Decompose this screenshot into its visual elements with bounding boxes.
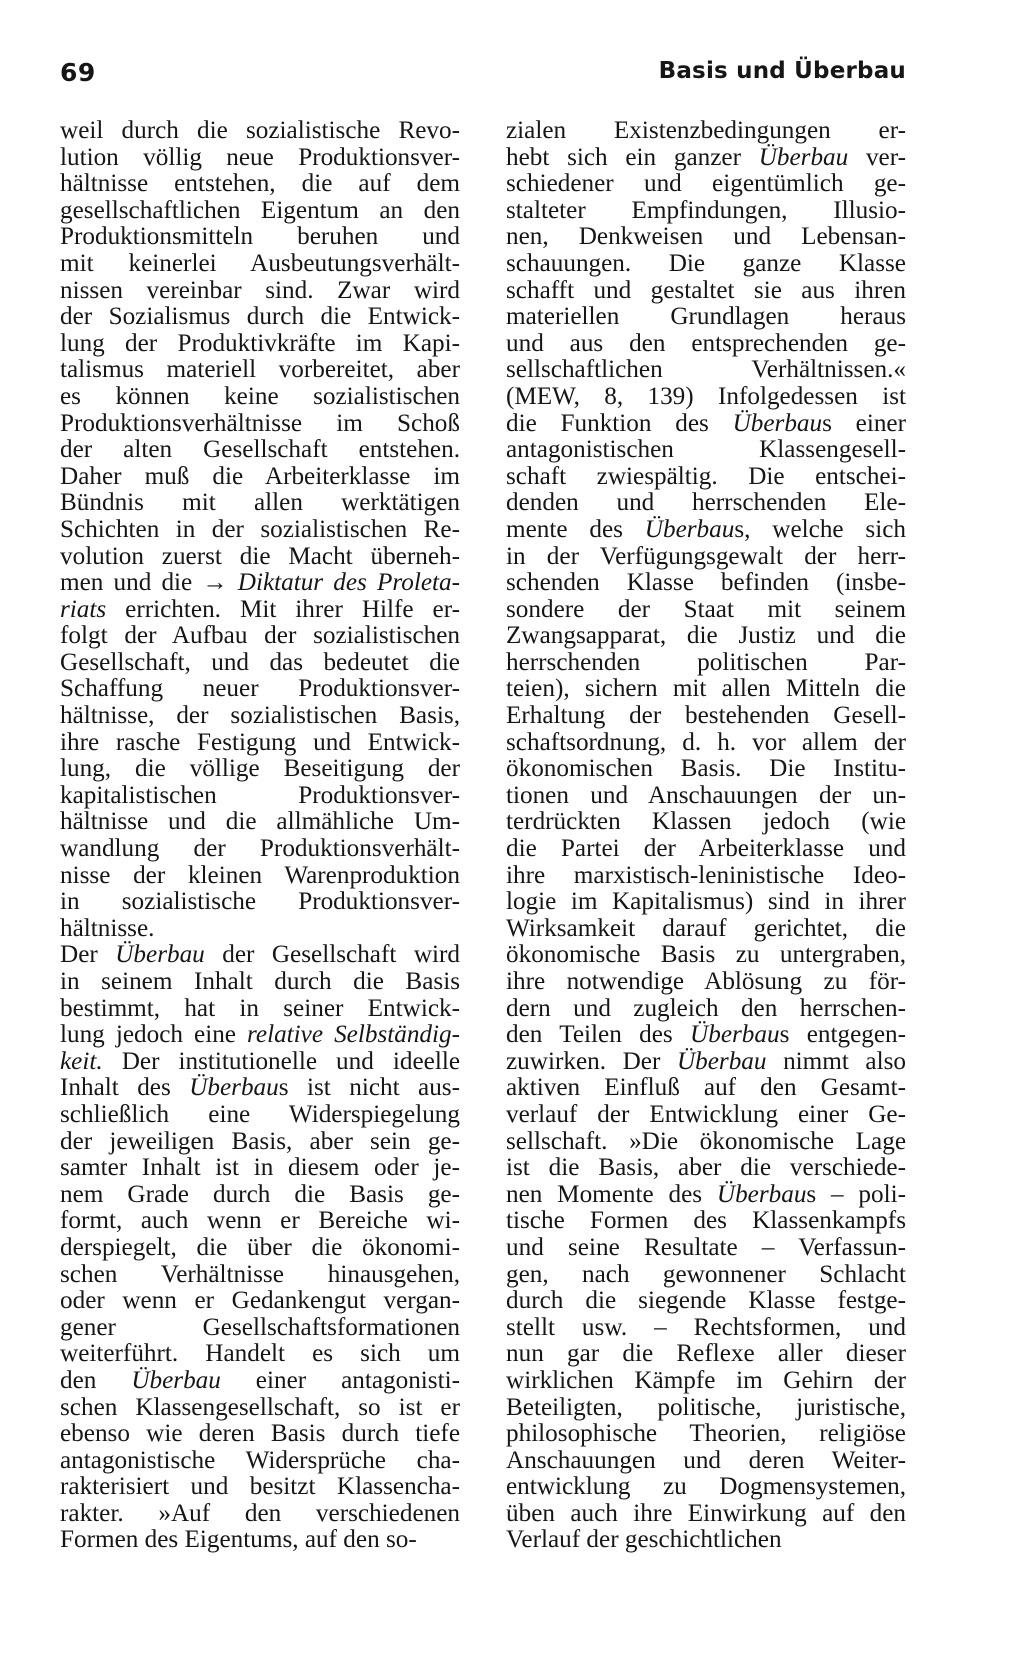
text-line: formt, auch wenn er Bereiche wi-	[60, 1207, 460, 1235]
text-line: philosophische Theorien, religiöse	[506, 1420, 906, 1448]
text-line: lung jedoch eine relative Selbständig-	[60, 1021, 460, 1049]
text-line: Produktionsmitteln beruhen und	[60, 223, 460, 251]
text-line: es können keine sozialistischen	[60, 382, 460, 410]
text-line: keit. Der institutionelle und ideelle	[60, 1047, 460, 1075]
text-line: hältnisse entstehen, die auf dem	[60, 170, 460, 198]
text-line: weil durch die sozialistische Revo-	[60, 117, 460, 144]
text-line: Gesellschaft, und das bedeutet die	[60, 648, 460, 676]
text-line: und seine Resultate – Verfassun-	[506, 1233, 906, 1261]
text-line: volution zuerst die Macht überneh-	[60, 542, 460, 570]
text-line: entwicklung zu Dogmensystemen,	[506, 1473, 906, 1501]
text-line: mit keinerlei Ausbeutungsverhält-	[60, 249, 460, 277]
text-line: stalteter Empfindungen, Illusio-	[506, 196, 906, 224]
text-line: schaftsordnung, d. h. vor allem der	[506, 728, 906, 756]
text-line: Anschauungen und deren Weiter-	[506, 1446, 906, 1474]
text-line: nissen vereinbar sind. Zwar wird	[60, 276, 460, 304]
text-line: sondere der Staat mit seinem	[506, 595, 906, 623]
text-line: hebt sich ein ganzer Überbau ver-	[506, 143, 906, 171]
text-line: terdrückten Klassen jedoch (wie	[506, 808, 906, 836]
text-line: ökonomischen Basis. Die Institu-	[506, 755, 906, 783]
text-line: schen Verhältnisse hinausgehen,	[60, 1260, 460, 1288]
text-line: und aus den entsprechenden ge-	[506, 329, 906, 357]
text-line: rakterisiert und besitzt Klassencha-	[60, 1473, 460, 1501]
text-line: den Teilen des Überbaus entgegen-	[506, 1021, 906, 1049]
text-line: stellt usw. – Rechtsformen, und	[506, 1313, 906, 1341]
text-line: hältnisse.	[60, 914, 155, 942]
text-line: dern und zugleich den herrschen-	[506, 994, 906, 1022]
text-line: mente des Überbaus, welche sich	[506, 515, 906, 543]
text-line: Schichten in der sozialistischen Re-	[60, 515, 460, 543]
text-line: materiellen Grundlagen heraus	[506, 303, 906, 331]
text-line: nem Grade durch die Basis ge-	[60, 1180, 460, 1208]
text-line: bestimmt, hat in seiner Entwick-	[60, 994, 460, 1022]
text-line: die Funktion des Überbaus einer	[506, 409, 906, 437]
text-line: schließlich eine Widerspiegelung	[60, 1100, 460, 1128]
text-line: wandlung der Produktionsverhält-	[60, 835, 460, 863]
text-line: Beteiligten, politische, juristische,	[506, 1393, 906, 1421]
text-line: ihre rasche Festigung und Entwick-	[60, 728, 460, 756]
text-line: derspiegelt, die über die ökonomi-	[60, 1233, 460, 1261]
right-text-column	[506, 118, 906, 1554]
text-line: wirklichen Kämpfe im Gehirn der	[506, 1366, 906, 1394]
text-line: zuwirken. Der Überbau nimmt also	[506, 1047, 906, 1075]
text-line: hältnisse, der sozialistischen Basis,	[60, 702, 460, 730]
page-number: 69	[60, 58, 96, 87]
text-line: nen, Denkweisen und Lebensan-	[506, 223, 906, 251]
text-line: Produktionsverhältnisse im Schoß	[60, 409, 460, 437]
text-line: Wirksamkeit darauf gerichtet, die	[506, 914, 906, 942]
text-line: in der Verfügungsgewalt der herr-	[506, 542, 906, 570]
text-line: riats errichten. Mit ihrer Hilfe er-	[60, 595, 460, 623]
text-line: ihre notwendige Ablösung zu för-	[506, 968, 906, 995]
text-line: oder wenn er Gedankengut vergan-	[60, 1287, 460, 1315]
text-line: Verlauf der geschichtlichen	[506, 1526, 782, 1554]
text-line: Daher muß die Arbeiterklasse im	[60, 462, 460, 490]
text-line: hältnisse und die allmähliche Um-	[60, 808, 460, 836]
text-line: rakter. »Auf den verschiedenen	[60, 1499, 460, 1527]
text-line: herrschenden politischen Par-	[506, 648, 906, 676]
text-line: kapitalistischen Produktionsver-	[60, 781, 460, 809]
text-line: sellschaft. »Die ökonomische Lage	[506, 1127, 906, 1155]
text-line: folgt der Aufbau der sozialistischen	[60, 622, 460, 650]
text-line: denden und herrschenden Ele-	[506, 489, 906, 517]
text-line: Schaffung neuer Produktionsver-	[60, 675, 460, 703]
text-line: der Sozialismus durch die Entwick-	[60, 303, 460, 331]
text-line: antagonistische Widersprüche cha-	[60, 1446, 460, 1474]
text-line: schiedener und eigentümlich ge-	[506, 170, 906, 198]
text-line: Erhaltung der bestehenden Gesell-	[506, 702, 906, 730]
text-line: in sozialistische Produktionsver-	[60, 888, 460, 916]
text-line: aktiven Einfluß auf den Gesamt-	[506, 1074, 906, 1102]
text-line: schaft zwiespältig. Die entschei-	[506, 462, 906, 490]
text-line: logie im Kapitalismus) sind in ihrer	[506, 888, 906, 916]
text-line: üben auch ihre Einwirkung auf den	[506, 1499, 906, 1527]
text-line: lung, die völlige Beseitigung der	[60, 755, 460, 783]
text-line: lung der Produktivkräfte im Kapi-	[60, 329, 460, 357]
text-line: schen Klassengesellschaft, so ist er	[60, 1393, 460, 1421]
text-line: lution völlig neue Produktionsver-	[60, 143, 460, 171]
text-line: gen, nach gewonnener Schlacht	[506, 1260, 906, 1288]
text-line: ökonomische Basis zu untergraben,	[506, 941, 906, 969]
text-line: zialen Existenzbedingungen er-	[506, 117, 906, 144]
text-line: verlauf der Entwicklung einer Ge-	[506, 1100, 906, 1128]
text-line: gener Gesellschaftsformationen	[60, 1313, 460, 1341]
text-line: ihre marxistisch-leninistische Ideo-	[506, 861, 906, 889]
left-text-column	[60, 118, 460, 1554]
text-line: Bündnis mit allen werktätigen	[60, 489, 460, 517]
text-line: Inhalt des Überbaus ist nicht aus-	[60, 1074, 460, 1102]
text-line: men und die → Diktatur des Proleta-	[60, 569, 460, 597]
text-line: gesellschaftlichen Eigentum an den	[60, 196, 460, 224]
text-line: schenden Klasse befinden (insbe-	[506, 569, 906, 597]
text-line: Der Überbau der Gesellschaft wird	[60, 941, 460, 969]
text-line: die Partei der Arbeiterklasse und	[506, 835, 906, 863]
text-line: antagonistischen Klassengesell-	[506, 436, 906, 464]
running-head-title: Basis und Überbau	[658, 58, 906, 84]
text-line: Zwangsapparat, die Justiz und die	[506, 622, 906, 650]
text-line: Formen des Eigentums, auf den so-	[60, 1526, 417, 1554]
text-line: der alten Gesellschaft entstehen.	[60, 436, 460, 464]
text-line: tische Formen des Klassenkampfs	[506, 1207, 906, 1235]
text-line: (MEW, 8, 139) Infolgedessen ist	[506, 382, 906, 410]
text-line: samter Inhalt ist in diesem oder je-	[60, 1154, 460, 1182]
text-line: nen Momente des Überbaus – poli-	[506, 1180, 906, 1208]
text-line: tionen und Anschauungen der un-	[506, 781, 906, 809]
text-line: in seinem Inhalt durch die Basis	[60, 968, 460, 995]
text-line: ebenso wie deren Basis durch tiefe	[60, 1420, 460, 1448]
text-line: den Überbau einer antagonisti-	[60, 1366, 460, 1394]
text-line: schafft und gestaltet sie aus ihren	[506, 276, 906, 304]
text-line: talismus materiell vorbereitet, aber	[60, 356, 460, 384]
text-line: nisse der kleinen Warenproduktion	[60, 861, 460, 889]
text-line: der jeweiligen Basis, aber sein ge-	[60, 1127, 460, 1155]
text-line: sellschaftlichen Verhältnissen.«	[506, 356, 906, 384]
text-line: schauungen. Die ganze Klasse	[506, 249, 906, 277]
text-line: nun gar die Reflexe aller dieser	[506, 1340, 906, 1368]
text-line: durch die siegende Klasse festge-	[506, 1287, 906, 1315]
text-line: ist die Basis, aber die verschiede-	[506, 1154, 906, 1182]
text-line: weiterführt. Handelt es sich um	[60, 1340, 460, 1368]
text-line: teien), sichern mit allen Mitteln die	[506, 675, 906, 703]
